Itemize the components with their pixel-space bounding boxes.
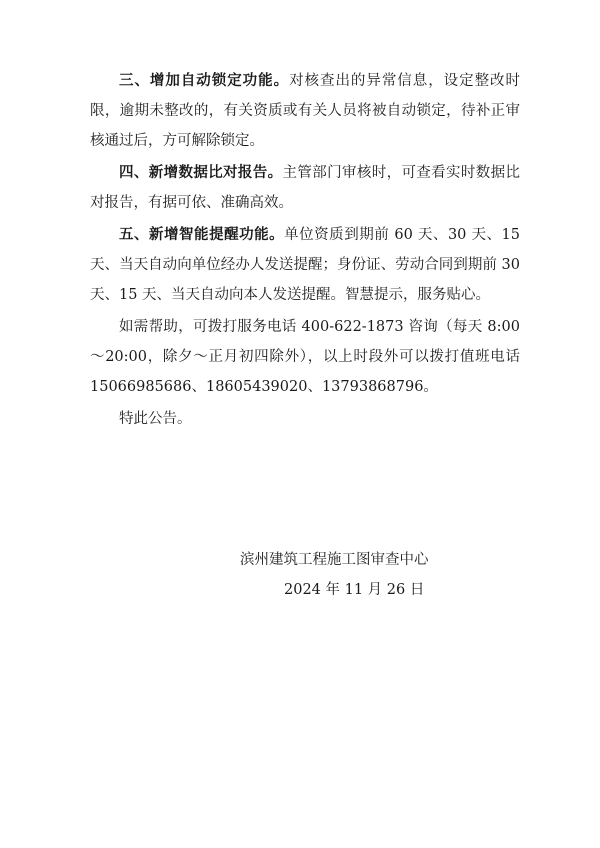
paragraph-data-compare <box>90 158 520 218</box>
paragraph-auto-lock <box>90 66 520 156</box>
text-data-compare: 主管部门审核时，可查看实时数据比对报告，有据可依、准确高效。 <box>90 165 521 211</box>
signature-date: 2024 年 11 月 26 日 <box>284 582 425 598</box>
paragraph-help: 如需帮助，可拨打服务电话 400-622-1873 咨询（每天 8:00～20:00，除夕～正月初四除外），以上时段外可以拨打值班电话 15066985686、18605439020、13793868796。 <box>90 319 520 395</box>
paragraph-smart-reminder <box>90 220 520 310</box>
notice-body <box>90 66 520 436</box>
heading-data-compare: 四、新增数据比对报告。 <box>119 165 283 181</box>
text-auto-lock: 对核查出的异常信息，设定整改时限，逾期未整改的，有关资质或有关人员将被自动锁定，待补正审核通过后，方可解除锁定。 <box>90 73 521 149</box>
signature-block <box>240 545 460 605</box>
signature-organization: 滨州建筑工程施工图审查中心 <box>240 552 429 568</box>
paragraph-closing: 特此公告。 <box>119 411 192 427</box>
heading-smart-reminder: 五、新增智能提醒功能。 <box>119 227 285 243</box>
text-smart-reminder: 单位资质到期前 60 天、30 天、15 天、当天自动向单位经办人发送提醒；身份证、劳动合同到期前 30 天、15 天、当天自动向本人发送提醒。智慧提示，服务贴心。 <box>90 227 520 303</box>
heading-auto-lock: 三、增加自动锁定功能。 <box>119 73 290 89</box>
